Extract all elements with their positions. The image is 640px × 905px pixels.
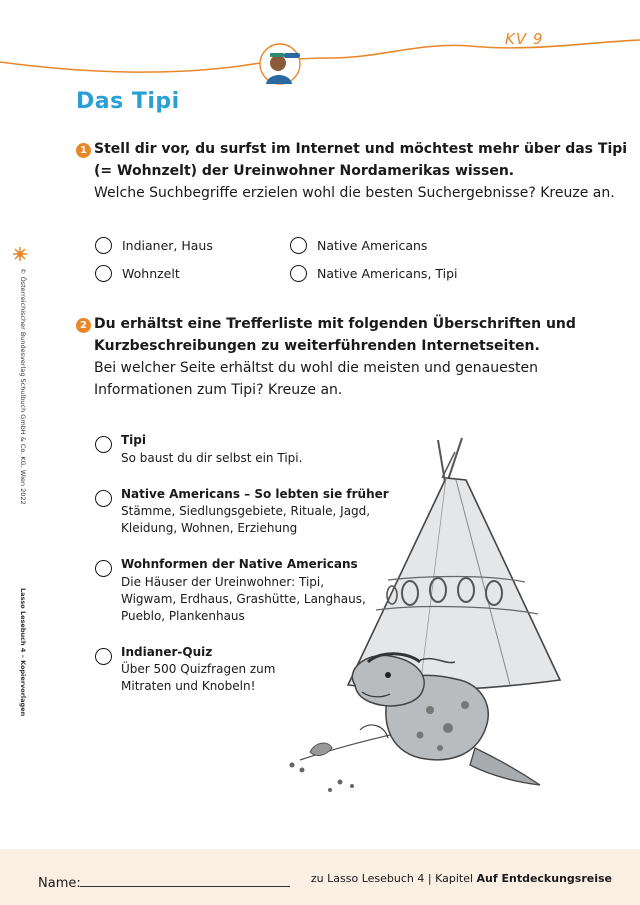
option-label: Native Americans, Tipi [317,266,458,281]
task2-instruction-line2: Informationen zum Tipi? Kreuze an. [94,382,343,398]
task1-heading-line2: (= Wohnzelt) der Ureinwohner Nordamerikas wissen. [94,163,515,179]
task2-number-badge: 2 [76,318,91,333]
result-description: Stämme, Siedlungsgebiete, Rituale, Jagd, Kleidung, Wohnen, Erziehung [121,504,371,535]
task2-heading-line2: Kurzbeschreibungen zu weiterführenden Internetseiten. [94,338,540,354]
task1-number-badge: 1 [76,143,91,158]
result-checkbox[interactable] [95,648,112,665]
result-checkbox[interactable] [95,560,112,577]
publisher-logo-icon [12,246,28,262]
result-description: Die Häuser der Ureinwohner: Tipi, Wigwam, Erdhaus, Grashütte, Langhaus, Pueblo, Plankenhaus [121,575,366,623]
footer-reference-prefix: zu Lasso Lesebuch 4 | Kapitel [310,872,477,885]
option-checkbox[interactable] [290,265,307,282]
kv-label: KV 9 [505,30,544,48]
tipi-dragon-illustration [270,430,570,810]
task1-instruction: Welche Suchbegriffe erzielen wohl die besten Suchergebnisse? Kreuze an. [94,185,615,201]
option-checkbox[interactable] [95,265,112,282]
name-input-line[interactable] [80,886,290,887]
task2-heading-line1: Du erhältst eine Trefferliste mit folgenden Überschriften und [94,316,576,332]
option-checkbox[interactable] [290,237,307,254]
footer-reference [311,872,612,885]
option-label: Wohnzelt [122,266,180,281]
result-checkbox[interactable] [95,436,112,453]
option-label: Native Americans [317,238,428,253]
result-description: Über 500 Quizfragen zum Mitraten und Knobeln! [121,662,276,693]
mascot-icon [256,42,304,86]
result-description: So baust du dir selbst ein Tipi. [121,451,303,465]
result-title: Wohnformen der Native Americans [121,557,358,571]
footer-reference-chapter: Auf Entdeckungsreise [476,872,612,885]
result-checkbox[interactable] [95,490,112,507]
page-title: Das Tipi [76,89,180,114]
result-title: Native Americans – So lebten sie früher [121,487,389,501]
option-label: Indianer, Haus [122,238,213,253]
header-wave [0,0,640,90]
name-label: Name: [38,876,81,891]
task1-heading-line1: Stell dir vor, du surfst im Internet und möchtest mehr über das Tipi [94,141,628,157]
book-reference-vertical: Lasso Lesebuch 4 – Kopiervorlagen [19,588,27,717]
copyright-notice: © Österreichischer Bundesverlag Schulbuch GmbH & Co. KG, Wien 2022 [19,268,27,505]
option-checkbox[interactable] [95,237,112,254]
result-title: Indianer-Quiz [121,645,213,659]
task2-instruction-line1: Bei welcher Seite erhältst du wohl die meisten und genauesten [94,360,538,376]
result-title: Tipi [121,433,147,447]
